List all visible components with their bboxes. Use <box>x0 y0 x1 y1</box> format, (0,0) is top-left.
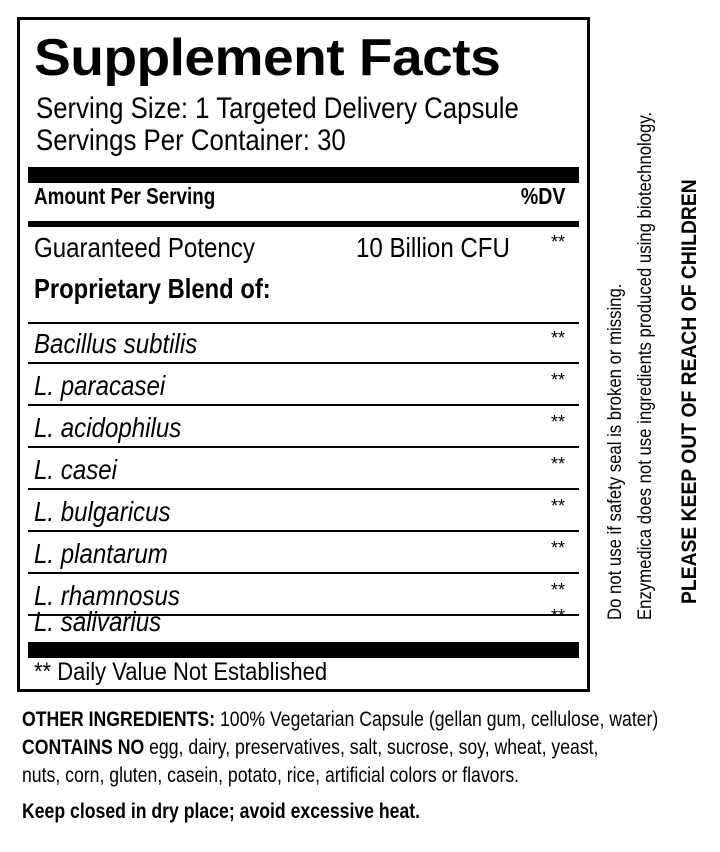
ingredient-dv: ** <box>550 538 565 558</box>
ingredient-row <box>28 324 579 364</box>
ingredient-row <box>28 534 579 574</box>
ingredient-dv: ** <box>550 454 565 474</box>
ingredient-dv: ** <box>550 412 565 432</box>
contains-no-text-1: egg, dairy, preservatives, salt, sucrose, soy, wheat, yeast, <box>144 736 599 759</box>
contains-no-line-1 <box>22 736 598 760</box>
panel-title: Supplement Facts <box>34 29 501 87</box>
thick-divider-top <box>28 167 579 183</box>
ingredient-row <box>28 366 579 406</box>
other-ingredients <box>22 708 658 732</box>
other-ingredients-text: 100% Vegetarian Capsule (gellan gum, cellulose, water) <box>215 708 659 731</box>
ingredient-name: L. paracasei <box>34 370 166 401</box>
ingredient-dv: ** <box>550 496 565 516</box>
servings-per-container: Servings Per Container: 30 <box>36 124 346 157</box>
amount-per-serving-header: Amount Per Serving <box>34 183 216 209</box>
potency-label: Guaranteed Potency <box>34 232 255 263</box>
contains-no-line-2: nuts, corn, gluten, casein, potato, rice, artificial colors or flavors. <box>22 764 520 787</box>
ingredient-row <box>28 408 579 448</box>
dv-header: %DV <box>520 183 565 209</box>
ingredient-dv: ** <box>550 370 565 390</box>
proprietary-blend-label: Proprietary Blend of: <box>34 273 271 304</box>
thick-divider-bottom <box>28 642 579 658</box>
ingredient-name: Bacillus subtilis <box>34 328 198 359</box>
supplement-facts-panel <box>17 17 590 692</box>
safety-seal-warning: Do not use if safety seal is broken or missing. <box>605 283 626 620</box>
ingredient-row <box>28 450 579 490</box>
ingredient-dv: ** <box>550 606 565 626</box>
potency-amount: 10 Billion CFU <box>356 232 510 263</box>
side-warnings <box>605 90 715 620</box>
ingredient-dv: ** <box>550 328 565 348</box>
biotechnology-statement: Enzymedica does not use ingredients produced using biotechnology. <box>635 111 656 621</box>
potency-dv: ** <box>550 232 565 252</box>
ingredient-name: L. plantarum <box>34 538 168 569</box>
ingredient-name: L. salivarius <box>34 606 162 637</box>
contains-no-label: CONTAINS NO <box>22 736 145 759</box>
keep-out-of-reach-warning: PLEASE KEEP OUT OF REACH OF CHILDREN <box>678 179 701 604</box>
potency-row <box>28 228 579 268</box>
serving-size: Serving Size: 1 Targeted Delivery Capsule <box>36 92 519 125</box>
medium-divider <box>28 221 579 227</box>
other-ingredients-label: OTHER INGREDIENTS: <box>22 708 216 731</box>
ingredient-name: L. rhamnosus <box>34 580 180 611</box>
ingredient-row <box>28 602 579 642</box>
ingredient-dv: ** <box>550 580 565 600</box>
storage-instructions: Keep closed in dry place; avoid excessive heat. <box>22 800 421 823</box>
ingredient-row <box>28 492 579 532</box>
dv-footnote: ** Daily Value Not Established <box>34 658 328 686</box>
ingredient-name: L. bulgaricus <box>34 496 171 527</box>
ingredient-name: L. casei <box>34 454 117 485</box>
ingredient-name: L. acidophilus <box>34 412 182 443</box>
